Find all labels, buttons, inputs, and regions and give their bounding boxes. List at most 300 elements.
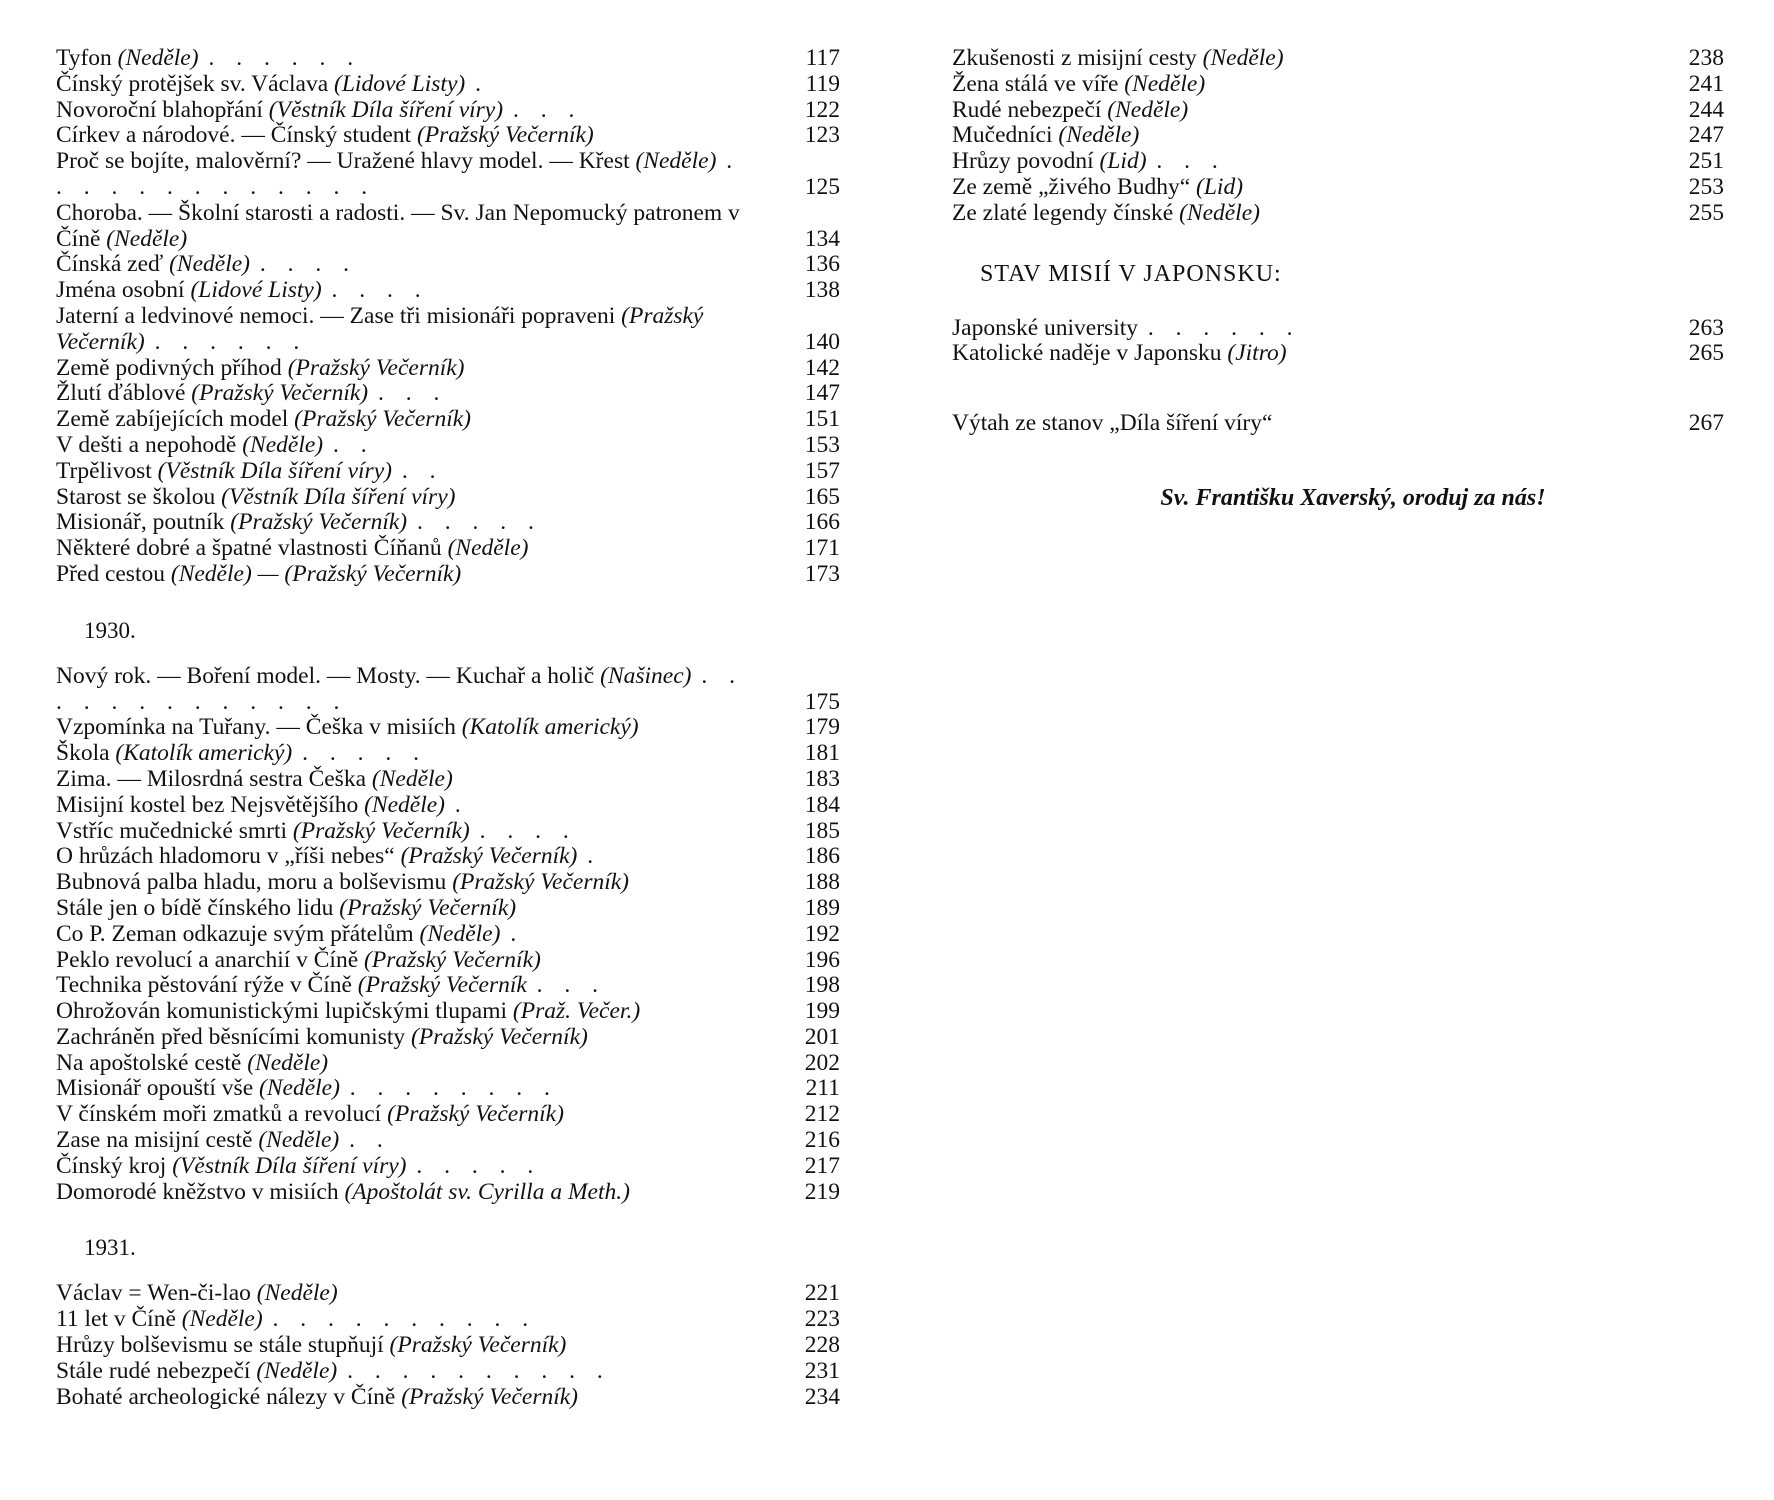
page-number: 134 (804, 225, 840, 252)
toc-group-1931 (56, 1281, 840, 1410)
entry-title: Domorodé kněžstvo v misiích (56, 1178, 339, 1205)
year-heading-1931: 1931. (84, 1235, 136, 1261)
toc-entry (56, 510, 840, 536)
entry-title: Výtah ze stanov „Díla šíření víry“ (952, 410, 1273, 437)
toc-entry (56, 46, 840, 72)
page-number: 217 (804, 1152, 840, 1179)
leader-dots: . . . (1156, 148, 1226, 175)
toc-entry-text (56, 1025, 840, 1051)
page-number: 192 (804, 920, 840, 947)
entry-title: Mučedníci (952, 122, 1053, 149)
entry-source: (Praž. Večer.) (512, 998, 641, 1025)
entry-source: (Neděle) (1202, 45, 1284, 71)
toc-entry (56, 433, 840, 459)
toc-entry-text (56, 896, 840, 922)
toc-entry-text (56, 1307, 840, 1333)
entry-source: (Věstník Díla šíření víry) (172, 1152, 407, 1179)
toc-entry (952, 46, 1724, 72)
leader-dots: . . . . (479, 817, 577, 844)
toc-entry (56, 1385, 840, 1411)
entry-title: Jaterní a ledvinové nemoci. — Zase tři misionáři popraveni (56, 302, 616, 329)
page-number: 188 (804, 869, 840, 896)
entry-title: Zachráněn před běsnícími komunisty (56, 1023, 406, 1050)
page-number: 244 (1688, 96, 1724, 123)
entry-source: (Neděle) (247, 1049, 329, 1076)
page-number: 231 (804, 1357, 840, 1384)
leader-dots: . . . . (259, 251, 357, 278)
toc-entry (56, 278, 840, 304)
toc-entry (56, 356, 840, 382)
page-number: 196 (804, 946, 840, 973)
entry-title: Trpělivost (56, 457, 152, 484)
leader-dots: . . . . (331, 277, 429, 304)
toc-entry-text (56, 1154, 840, 1180)
page-number: 122 (804, 96, 840, 123)
toc-entry-text (56, 844, 840, 870)
entry-source: (Našinec) (600, 662, 692, 689)
entry-source: (Neděle) (258, 1127, 340, 1154)
entry-source: (Lidové Listy) (334, 70, 466, 97)
year-heading-1930: 1930. (84, 617, 136, 643)
entry-title: Stále jen o bídě čínského lidu (56, 894, 334, 921)
entry-title: Misionář opouští vše (56, 1075, 254, 1102)
page-number: 142 (804, 354, 840, 381)
page-number: 189 (804, 894, 840, 921)
entry-source: (Neděle) (242, 431, 324, 458)
leader-dots: . . (401, 457, 444, 484)
page-number: 251 (1688, 148, 1724, 175)
toc-entry-text (56, 536, 840, 562)
entry-source: (Věstník Díla šíření víry) (157, 457, 392, 484)
entry-title: Misionář, poutník (56, 509, 225, 536)
leader-dots: . . . (377, 380, 448, 407)
page-number: 228 (804, 1332, 840, 1359)
leader-dots: . . . . . . . . . . . . . (56, 662, 743, 715)
toc-entry-text (952, 72, 1724, 98)
toc-entry-text (952, 149, 1724, 175)
leader-dots: . . . . . (417, 509, 542, 536)
entry-source: (Pražský Večerník) (411, 1023, 588, 1050)
entry-source: (Pražský Večerník) (230, 509, 408, 536)
toc-entry (56, 459, 840, 485)
toc-entry (56, 304, 840, 356)
entry-source: (Pražský Večerník) (389, 1332, 567, 1359)
entry-source: (Neděle) (419, 920, 501, 947)
toc-entry (56, 922, 840, 948)
toc-entry-text (56, 485, 840, 511)
entry-source: (Neděle) (117, 45, 199, 71)
entry-title: Ze zlaté legendy čínské (952, 199, 1174, 226)
toc-entry-text (56, 72, 840, 98)
toc-entry (56, 1180, 840, 1206)
page-number: 157 (804, 457, 840, 484)
toc-entry (56, 72, 840, 98)
entry-title: 11 let v Číně (56, 1306, 176, 1333)
entry-source: (Pražský Večerník) (292, 817, 470, 844)
toc-entry (56, 1051, 840, 1077)
toc-group-1 (56, 46, 840, 588)
page-number: 265 (1688, 340, 1724, 367)
toc-entry-text (56, 304, 840, 356)
entry-source: (Neděle) (169, 251, 250, 278)
page-number: 166 (804, 509, 840, 536)
entry-title: Bohaté archeologické nálezy v Číně (56, 1383, 396, 1410)
entry-source: (Lidové Listy) (190, 277, 322, 304)
entry-source: (Věstník Díla šíření víry) (268, 96, 504, 123)
toc-group-1930 (56, 664, 840, 1206)
page-number: 238 (1688, 45, 1724, 71)
entry-title: Žlutí ďáblové (56, 380, 186, 407)
page-number: 199 (804, 998, 840, 1025)
toc-entry-text (56, 252, 840, 278)
entry-source: (Neděle) (181, 1306, 263, 1333)
toc-entry-text (56, 741, 840, 767)
entry-source: (Apoštolát sv. Cyrilla a Meth.) (344, 1178, 630, 1205)
entry-title: Bubnová palba hladu, moru a bolševismu (56, 869, 447, 896)
leader-dots: . . . . . . (208, 45, 362, 71)
toc-group-right-1 (952, 46, 1724, 227)
entry-source: (Katolík americký) (115, 740, 293, 767)
toc-entry (56, 767, 840, 793)
entry-title: Církev a národové. — Čínský student (56, 122, 412, 149)
leader-dots: . . . . . (302, 740, 427, 767)
entry-title: Ohrožován komunistickými lupičskými tlupami (56, 998, 508, 1025)
toc-entry (56, 793, 840, 819)
page-number: 234 (804, 1383, 840, 1410)
toc-entry (952, 201, 1724, 227)
toc-entry-text (56, 1385, 840, 1411)
toc-entry (56, 381, 840, 407)
toc-group-statutes (952, 411, 1724, 437)
entry-source: (Věstník Díla šíření víry) (221, 483, 456, 510)
toc-entry-text (56, 459, 840, 485)
page-number: 247 (1688, 122, 1724, 149)
toc-entry (56, 715, 840, 741)
entry-title: Hrůzy bolševismu se stále stupňují (56, 1332, 384, 1359)
page-number: 181 (804, 740, 840, 767)
entry-source: (Pražský Večerník) (339, 894, 517, 921)
entry-title: Nový rok. — Boření model. — Mosty. — Kuchař a holič (56, 662, 595, 689)
entry-source: (Pražský Večerník) (387, 1101, 564, 1128)
toc-entry-text (952, 123, 1724, 149)
entry-title: Choroba. — Školní starosti a radosti. — Sv. Jan Nepomucký patronem v Číně (56, 199, 740, 252)
toc-entry-text (56, 562, 840, 588)
entry-title: Před cestou (56, 560, 165, 587)
entry-source: (Neděle) (1107, 96, 1189, 123)
leader-dots: . . . (536, 972, 607, 999)
entry-title: Peklo revolucí a anarchií v Číně (56, 946, 359, 973)
toc-entry (56, 1333, 840, 1359)
page-number: 179 (804, 714, 840, 741)
entry-title: Novoroční blahopřání (56, 96, 263, 123)
toc-entry-text (56, 922, 840, 948)
toc-entry (56, 1359, 840, 1385)
entry-title: Zase na misijní cestě (56, 1127, 253, 1154)
entry-title: Škola (56, 740, 110, 767)
toc-entry-text (952, 98, 1724, 124)
toc-entry (952, 149, 1724, 175)
page-number: 216 (804, 1127, 840, 1154)
toc-entry-text (56, 46, 840, 72)
entry-title: Jména osobní (56, 277, 185, 304)
entry-source: (Neděle) (106, 225, 188, 252)
page-number: 175 (804, 688, 840, 715)
toc-entry-text (56, 278, 840, 304)
left-column (56, 46, 840, 1410)
entry-title: Starost se školou (56, 483, 216, 510)
page-number: 198 (804, 972, 840, 999)
entry-title: Rudé nebezpečí (952, 96, 1102, 123)
page-number: 221 (804, 1280, 840, 1307)
toc-entry-text (56, 1333, 840, 1359)
toc-entry (56, 1281, 840, 1307)
page-number: 202 (804, 1049, 840, 1076)
toc-entry (56, 1102, 840, 1128)
toc-entry-text (56, 819, 840, 845)
entry-source: (Neděle) — (Pražský Večerník) (170, 560, 462, 587)
toc-entry (56, 1025, 840, 1051)
entry-source: (Pražský Večerník) (452, 869, 630, 896)
toc-group-japan (952, 316, 1724, 368)
toc-entry-text (952, 411, 1724, 437)
leader-dots: . . . . . . . . . . . . . (56, 148, 741, 200)
entry-title: Hrůzy povodní (952, 148, 1094, 175)
leader-dots: . . . . . (416, 1152, 542, 1179)
entry-source: (Neděle) (635, 148, 717, 175)
toc-entry-text (56, 1281, 840, 1307)
toc-entry (952, 72, 1724, 98)
toc-entry (56, 201, 840, 253)
toc-entry-text (56, 870, 840, 896)
entry-title: Co P. Zeman odkazuje svým přátelům (56, 920, 414, 947)
toc-entry-text (56, 356, 840, 382)
entry-title: Země zabíjejících model (56, 406, 289, 433)
toc-entry (56, 870, 840, 896)
toc-entry-text (56, 201, 840, 253)
page-number: 223 (804, 1306, 840, 1333)
toc-entry-text (56, 381, 840, 407)
page-number: 184 (804, 791, 840, 818)
toc-entry (56, 536, 840, 562)
page-number: 241 (1688, 70, 1724, 97)
entry-title: Proč se bojíte, malověrní? — Uražené hlavy model. — Křest (56, 148, 630, 175)
toc-entry-text (56, 1102, 840, 1128)
entry-source: (Pražský Večerník) (56, 302, 704, 355)
page-number: 151 (804, 406, 840, 433)
entry-source: (Neděle) (259, 1075, 340, 1102)
page-number: 253 (1688, 173, 1724, 200)
leader-dots: . . . . . . . . . . (347, 1357, 611, 1384)
entry-title: Zima. — Milosrdná sestra Češka (56, 765, 367, 792)
entry-title: Zkušenosti z misijní cesty (952, 45, 1197, 71)
entry-source: (Neděle) (1179, 199, 1260, 226)
toc-entry-text (56, 793, 840, 819)
page-number: 136 (804, 251, 840, 278)
leader-dots: . . . . . . (154, 328, 308, 355)
toc-entry (56, 1076, 840, 1102)
entry-title: Tyfon (56, 45, 112, 71)
page-number: 186 (804, 843, 840, 870)
toc-entry-text (56, 999, 840, 1025)
right-column (952, 46, 1724, 512)
toc-entry (56, 149, 840, 201)
page-number: 185 (804, 817, 840, 844)
toc-entry-text (56, 510, 840, 536)
toc-entry (952, 341, 1724, 367)
entry-title: Technika pěstování rýže v Číně (56, 972, 352, 999)
toc-entry (56, 1154, 840, 1180)
page-number: 165 (804, 483, 840, 510)
leader-dots: . (510, 920, 525, 947)
toc-entry-text (56, 433, 840, 459)
toc-entry (952, 316, 1724, 342)
entry-title: Stále rudé nebezpečí (56, 1357, 251, 1384)
toc-entry-text (56, 664, 840, 716)
entry-source: (Pražský Večerník) (294, 406, 471, 433)
page-number: 119 (805, 70, 840, 97)
toc-entry (56, 123, 840, 149)
toc-entry (56, 98, 840, 124)
toc-entry-text (952, 201, 1724, 227)
leader-dots: . (454, 791, 469, 818)
toc-entry-text (952, 46, 1724, 72)
toc-entry (56, 1307, 840, 1333)
leader-dots: . (475, 70, 489, 97)
leader-dots: . . (349, 1127, 391, 1154)
entry-source: (Neděle) (371, 765, 453, 792)
entry-source: (Jitro) (1227, 340, 1287, 367)
toc-entry (56, 1128, 840, 1154)
page-number: 267 (1688, 410, 1724, 437)
toc-entry (56, 896, 840, 922)
entry-source: (Pražský Večerník (357, 972, 527, 999)
toc-entry (56, 948, 840, 974)
entry-source: (Neděle) (1124, 70, 1206, 97)
entry-title: Žena stálá ve víře (952, 70, 1119, 97)
entry-title: Země podivných příhod (56, 354, 282, 381)
toc-entry-text (56, 715, 840, 741)
entry-source: (Katolík americký) (461, 714, 639, 741)
toc-entry-text (56, 1359, 840, 1385)
toc-entry (952, 123, 1724, 149)
entry-source: (Pražský Večerník) (364, 946, 541, 973)
toc-entry (952, 175, 1724, 201)
page-number: 255 (1688, 199, 1724, 226)
toc-entry (56, 999, 840, 1025)
page-number: 219 (804, 1178, 840, 1205)
page-number: 138 (804, 277, 840, 304)
entry-source: (Neděle) (1058, 122, 1140, 149)
toc-entry-text (56, 948, 840, 974)
page-number: 153 (804, 431, 840, 458)
toc-entry (56, 485, 840, 511)
page-number: 211 (805, 1075, 840, 1102)
section-heading-japan: STAV MISIÍ V JAPONSKU: (980, 260, 1282, 287)
toc-entry-text (56, 123, 840, 149)
toc-entry (56, 252, 840, 278)
page-number: 125 (804, 173, 840, 200)
toc-entry-text (56, 767, 840, 793)
closing-prayer: Sv. Františku Xaverský, oroduj za nás! (1160, 484, 1546, 511)
entry-title: Čínská zeď (56, 251, 164, 278)
toc-entry-text (952, 316, 1724, 342)
toc-entry (56, 562, 840, 588)
toc-entry-text (56, 1128, 840, 1154)
entry-source: (Neděle) (256, 1280, 338, 1307)
page-number: 171 (804, 535, 840, 562)
entry-source: (Pražský Večerník) (401, 1383, 579, 1410)
page-number: 117 (805, 45, 840, 71)
entry-title: Vzpomínka na Tuřany. — Češka v misiích (56, 714, 456, 741)
page-number: 201 (804, 1023, 840, 1050)
toc-entry (56, 844, 840, 870)
toc-entry (56, 741, 840, 767)
entry-title: Vstříc mučednické smrti (56, 817, 288, 844)
entry-source: (Lid) (1196, 173, 1244, 200)
toc-entry (952, 98, 1724, 124)
entry-source: (Lid) (1099, 148, 1147, 175)
page-number: 263 (1688, 314, 1724, 341)
page-number: 183 (804, 765, 840, 792)
page-number: 173 (804, 560, 840, 587)
entry-title: Čínský protějšek sv. Václava (56, 70, 329, 97)
entry-source: (Pražský Večerník) (416, 122, 594, 149)
entry-source: (Neděle) (447, 535, 529, 562)
entry-title: V čínském moři zmatků a revolucí (56, 1101, 382, 1128)
entry-source: (Pražský Večerník) (400, 843, 578, 870)
page-number: 123 (804, 122, 840, 149)
leader-dots: . . . . . . . . (349, 1075, 558, 1102)
toc-entry-text (56, 1051, 840, 1077)
toc-entry-text (56, 1076, 840, 1102)
leader-dots: . (587, 843, 602, 870)
entry-title: Václav = Wen-či-lao (56, 1280, 251, 1307)
toc-entry (56, 973, 840, 999)
toc-entry (952, 411, 1724, 437)
page-number: 212 (804, 1101, 840, 1128)
entry-title: Misijní kostel bez Nejsvětějšího (56, 791, 359, 818)
page-number: 140 (804, 328, 840, 355)
entry-title: Na apoštolské cestě (56, 1049, 242, 1076)
entry-source: (Pražský Večerník) (287, 354, 465, 381)
entry-title: Čínský kroj (56, 1152, 167, 1179)
toc-entry-text (952, 341, 1724, 367)
toc-entry-text (56, 149, 840, 201)
page-number: 147 (804, 380, 840, 407)
toc-entry (56, 407, 840, 433)
toc-entry-text (56, 973, 840, 999)
toc-entry (56, 819, 840, 845)
leader-dots: . . . . . . (1147, 314, 1301, 341)
entry-source: (Neděle) (364, 791, 445, 818)
entry-title: Japonské university (952, 314, 1139, 341)
toc-entry-text (56, 1180, 840, 1206)
toc-entry (56, 664, 840, 716)
entry-title: Katolické naděje v Japonsku (952, 340, 1222, 367)
leader-dots: . . . . . . . . . . (272, 1306, 537, 1333)
entry-title: Ze země „živého Budhy“ (952, 173, 1191, 200)
spacer (952, 367, 1724, 411)
entry-source: (Neděle) (256, 1357, 338, 1384)
leader-dots: . . . (512, 96, 583, 123)
entry-title: Některé dobré a špatné vlastnosti Číňanů (56, 535, 442, 562)
entry-source: (Pražský Večerník) (191, 380, 369, 407)
toc-entry-text (952, 175, 1724, 201)
entry-title: O hrůzách hladomoru v „říši nebes“ (56, 843, 395, 870)
toc-entry-text (56, 98, 840, 124)
entry-title: V dešti a nepohodě (56, 431, 237, 458)
toc-entry-text (56, 407, 840, 433)
